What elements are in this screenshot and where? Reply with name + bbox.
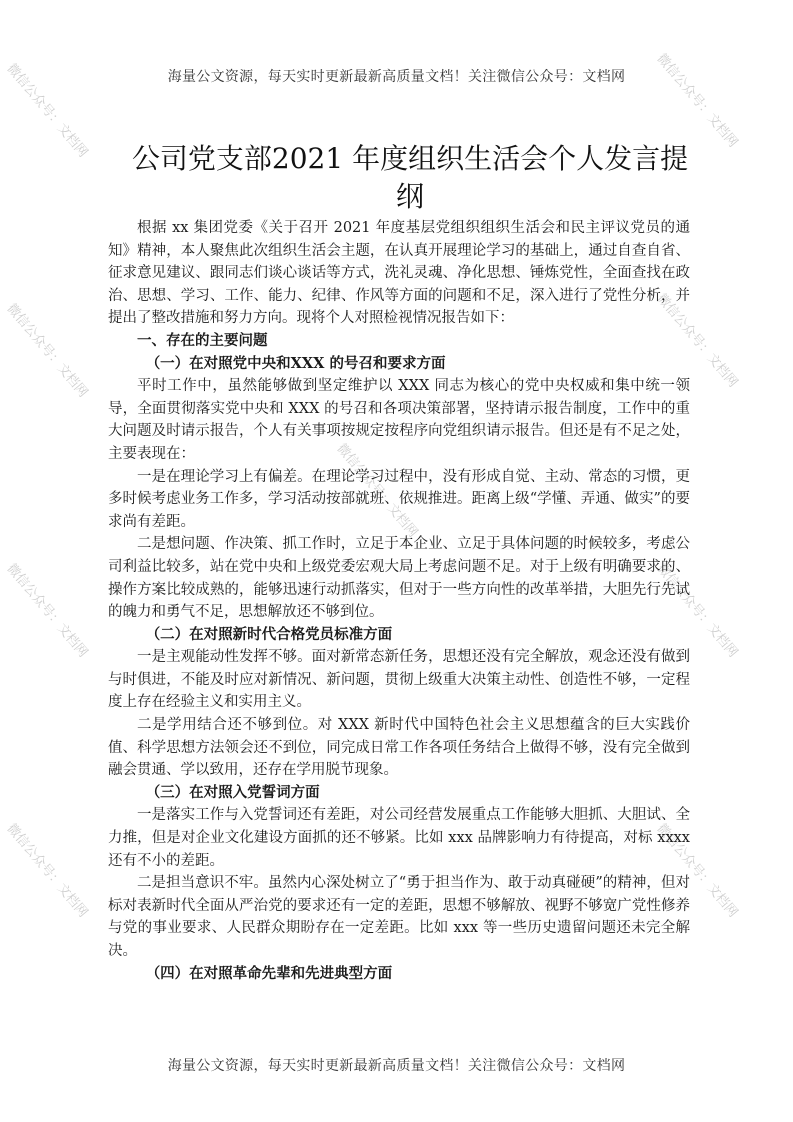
watermark: 微信公众号：文档网 bbox=[653, 51, 741, 151]
subsection-heading: （一）在对照党中央和XXX 的号召和要求方面 bbox=[145, 354, 446, 372]
watermark: 微信公众号：文档网 bbox=[3, 301, 91, 401]
watermark: 微信公众号：文档网 bbox=[3, 821, 91, 921]
watermark: 微信公众号：文档网 bbox=[3, 61, 91, 161]
document-title: 公司党支部2021 年度组织生活会个人发言提纲 bbox=[131, 142, 689, 213]
body-paragraph: 二是学用结合还不够到位。对 XXX 新时代中国特色社会主义思想蕴含的巨大实践价值、科学思想方法领会还不到位，同完成日常工作各项任务结合上做得不够，没有完全做到融会贯通、学以致用，还存在学用脱节现象。 bbox=[108, 717, 690, 779]
body-paragraph: 二是想问题、作决策、抓工作时，立足于本企业、立足于具体问题的时候较多，考虑公司利益比较多，站在党中央和上级党委宏观大局上考虑问题不足。对于上级有明确要求的、操作方案比较成熟的，能够迅速行动抓落实，但对于一些方向性的改革举措，大胆先行先试的魄力和勇气不足，思想解放还不够到位。 bbox=[108, 536, 690, 621]
subsection-heading: （二）在对照新时代合格党员标准方面 bbox=[145, 625, 393, 643]
document-body bbox=[108, 217, 690, 985]
watermark: 微信公众号：文档网 bbox=[3, 561, 91, 661]
subsection-heading: （四）在对照革命先辈和先进典型方面 bbox=[145, 964, 393, 982]
intro-paragraph: 根据 xx 集团党委《关于召开 2021 年度基层党组织组织生活会和民主评议党员的通知》精神，本人聚焦此次组织生活会主题，在认真开展理论学习的基础上，通过自查自省、征求意见建议、跟同志们谈心谈话等方式，洗礼灵魂、净化思想、锤炼党性，全面查找在政治、思想、学习、工作、能力、纪律、作风等方面的问题和不足，深入进行了党性分析，并提出了整改措施和努力方向。现将个人对照检视情况报告如下： bbox=[108, 220, 690, 327]
section-heading: 一、存在的主要问题 bbox=[137, 331, 268, 349]
watermark: 微信公众号：文档网 bbox=[653, 561, 741, 661]
body-paragraph: 一是在理论学习上有偏差。在理论学习过程中，没有形成自觉、主动、常态的习惯，更多时候考虑业务工作多，学习活动按部就班、依规推进。距离上级“学懂、弄通、做实”的要求尚有差距。 bbox=[108, 468, 690, 530]
subsection-heading: （三）在对照入党誓词方面 bbox=[145, 783, 320, 801]
body-paragraph: 平时工作中，虽然能够做到坚定维护以 XXX 同志为核心的党中央权威和集中统一领导，全面贯彻落实党中央和 XXX 的号召和各项决策部署，坚持请示报告制度，工作中的重大问题及时请示报告，个人有关事项按规定按程序向党组织请示报告。但还是有不足之处，主要表现在： bbox=[108, 378, 690, 462]
body-paragraph: 一是落实工作与入党誓词还有差距，对公司经营发展重点工作能够大胆抓、大胆试、全力推，但是对企业文化建设方面抓的还不够紧。比如 xxx 品牌影响力有待提高，对标 xxxx 还有不小的差距。 bbox=[108, 807, 690, 869]
body-paragraph: 一是主观能动性发挥不够。面对新常态新任务，思想还没有完全解放，观念还没有做到与时俱进，不能及时应对新情况、新问题，贯彻上级重大决策主动性、创造性不够，一定程度上存在经验主义和实用主义。 bbox=[108, 649, 690, 711]
header-banner: 海量公文资源，每天实时更新最新高质量文档！关注微信公众号：文档网 bbox=[167, 69, 626, 85]
watermark: 微信公众号：文档网 bbox=[653, 291, 741, 391]
body-paragraph: 二是担当意识不牢。虽然内心深处树立了“勇于担当作为、敢于动真碰硬”的精神，但对标对表新时代全面从严治党的要求还有一定的差距，思想不够解放、视野不够宽广党性修养与党的事业要求、人民群众期盼存在一定差距。比如 xxx 等一些历史遗留问题还未完全解决。 bbox=[108, 875, 690, 959]
footer-banner: 海量公文资源，每天实时更新最新高质量文档！关注微信公众号：文档网 bbox=[167, 1058, 626, 1074]
watermark: 微信公众号：文档网 bbox=[333, 441, 421, 541]
watermark: 微信公众号：文档网 bbox=[653, 821, 741, 921]
